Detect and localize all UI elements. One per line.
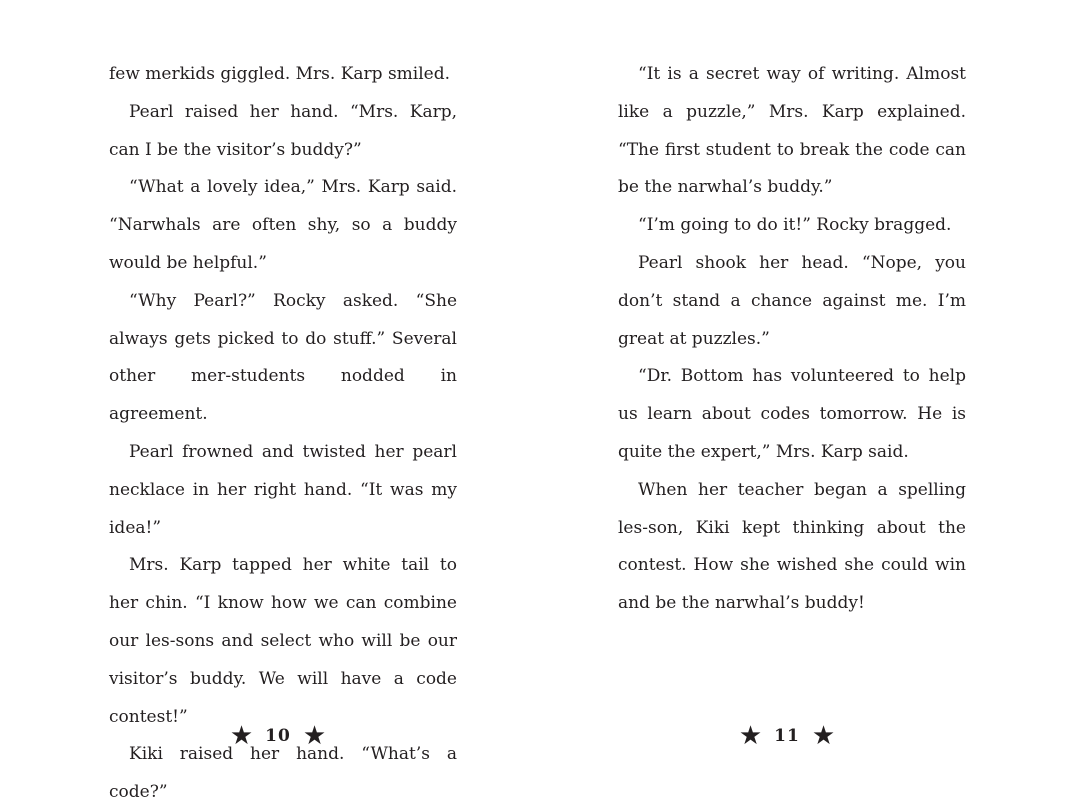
star-icon: ★ xyxy=(738,721,763,751)
left-page-footer xyxy=(218,722,338,750)
paragraph: Pearl shook her head. “Nope, you don’t stand a chance against me. I’m great at puzzles.” xyxy=(618,252,966,349)
paragraph: When her teacher began a spelling les-son, Kiki kept thinking about the contest. How she wished she could win and be the narwhal’s buddy! xyxy=(618,479,966,614)
paragraph: “Dr. Bottom has volunteered to help us learn about codes tomorrow. He is quite the expert,” Mrs. Karp said. xyxy=(618,366,966,462)
page-number: 11 xyxy=(774,726,800,746)
paragraph: “Why Pearl?” Rocky asked. “She always gets picked to do stuff.” Several other mer-students nodded in agreement. xyxy=(109,290,457,425)
paragraph: “It is a secret way of writing. Almost like a puzzle,” Mrs. Karp explained. “The first student to break the code can be the narwhal’s buddy.” xyxy=(618,64,966,198)
star-icon: ★ xyxy=(229,721,254,751)
right-page-footer xyxy=(727,722,847,750)
paragraph: few merkids giggled. Mrs. Karp smiled. xyxy=(109,64,451,84)
star-icon: ★ xyxy=(811,721,836,751)
paragraph: Mrs. Karp tapped her white tail to her chin. “I know how we can combine our les-sons and select who will be our visitor’s buddy. We will have a code contest!” xyxy=(109,555,457,727)
paragraph: Pearl raised her hand. “Mrs. Karp, can I be the visitor’s buddy?” xyxy=(109,101,457,160)
right-page xyxy=(618,56,966,623)
paragraph: Pearl frowned and twisted her pearl necklace in her right hand. “It was my idea!” xyxy=(109,441,457,538)
page-number: 10 xyxy=(265,726,291,746)
paragraph: Kiki raised her hand. “What’s a code?” xyxy=(109,744,457,803)
star-icon: ★ xyxy=(302,721,327,751)
paragraph: “I’m going to do it!” Rocky bragged. xyxy=(638,215,952,236)
left-page xyxy=(109,56,457,812)
paragraph: “What a lovely idea,” Mrs. Karp said. “Narwhals are often shy, so a buddy would be helpful.” xyxy=(109,177,457,273)
